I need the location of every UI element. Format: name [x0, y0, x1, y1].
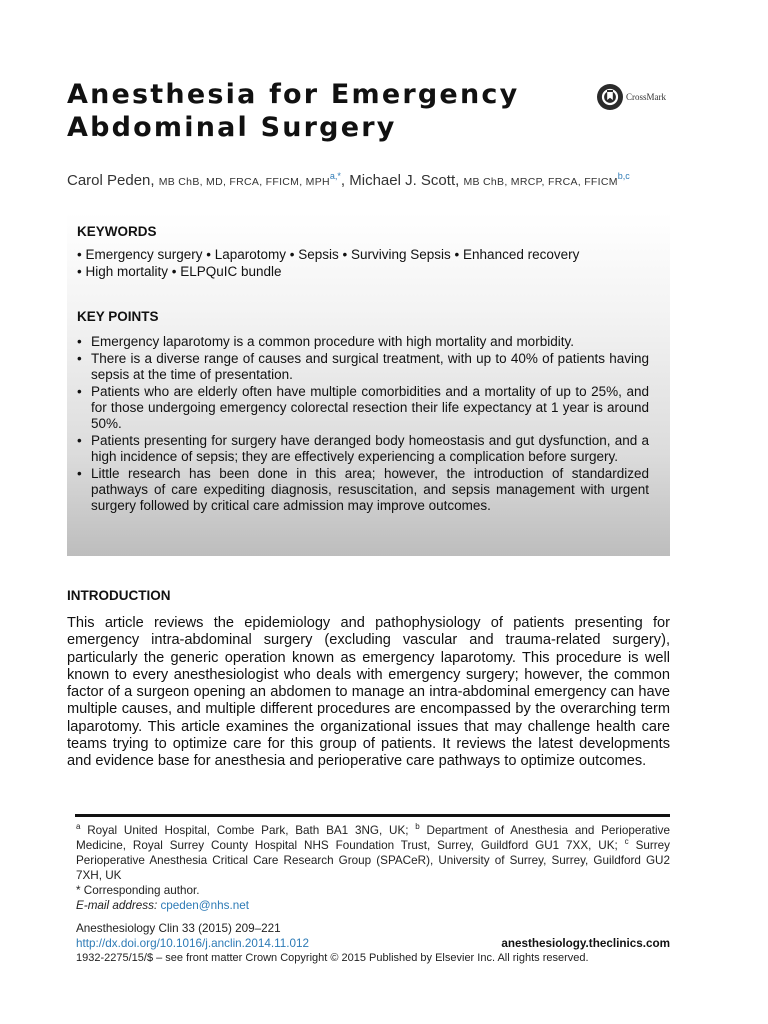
introduction-heading: INTRODUCTION [67, 588, 171, 603]
bullet-icon: • [77, 433, 82, 448]
email-line [76, 898, 670, 913]
key-point-item: • Emergency laparotomy is a common procedure with high mortality and morbidity. [77, 334, 574, 349]
keywords-line-1: • Emergency surgery • Laparotomy • Sepsis • Surviving Sepsis • Enhanced recovery [77, 247, 580, 262]
copyright-notice: 1932-2275/15/$ – see front matter Crown Copyright © 2015 Published by Elsevier Inc. All rights reserved. [76, 952, 589, 964]
author-1-name: Carol Peden, [67, 172, 155, 189]
journal-citation: Anesthesiology Clin 33 (2015) 209–221 [76, 922, 281, 935]
key-point-item: • Patients who are elderly often have multiple comorbidities and a mortality of up to 25%, and for those undergoing emergency colorectal resection their life expectancy at 1 year is around 50%. [77, 384, 649, 431]
key-points-heading: KEY POINTS [77, 309, 159, 324]
key-point-item: • Little research has been done in this area; however, the introduction of standardized pathways of care expediting diagnosis, resuscitation, and sepsis management with urgent surgery followed by critical care admission may improve outcomes. [77, 466, 649, 513]
journal-site-link[interactable]: anesthesiology.theclinics.com [501, 937, 670, 950]
corresponding-author-note: * Corresponding author. [76, 884, 200, 897]
article-title [67, 78, 547, 144]
doi-link[interactable]: http://dx.doi.org/10.1016/j.anclin.2014.11.012 [76, 937, 310, 950]
bullet-icon: • [77, 466, 82, 481]
citation-block [76, 921, 670, 966]
bullet-icon: • [77, 384, 82, 399]
email-link[interactable]: cpeden@nhs.net [160, 899, 249, 912]
affiliations-text: $^a$ Royal United Hospital, Combe Park, Bath BA1 3NG, UK; $^b$ Department of Anesthesia and Perioperative Medicine, Royal Surrey County Hospital NHS Foundation Trust, Surrey, Guildford GU1 7XX, UK; $^c$ Surrey Perioperative Anesthesia Critical Care Research Group (SPACeR), University of Surrey, Surrey, Guildford GU2 7XH, UK [76, 822, 670, 882]
key-point-item: • There is a diverse range of causes and surgical treatment, with up to 40% of patients having sepsis at the time of presentation. [77, 351, 649, 382]
author-2-degrees: MB ChB, MRCP, FRCA, FFICM [463, 176, 618, 188]
key-points-list [77, 334, 649, 515]
author-2-affiliation-link[interactable]: b,c [617, 171, 630, 181]
crossmark-icon [597, 84, 623, 110]
author-line [67, 172, 671, 189]
bullet-icon: • [77, 351, 82, 366]
author-1-affiliation-link[interactable]: a,* [329, 171, 341, 181]
author-1-degrees: MB ChB, MD, FRCA, FFICM, MPH [158, 176, 330, 188]
email-label: E-mail address: [76, 899, 158, 912]
author-2-name: , Michael J. Scott, [340, 172, 460, 189]
title-line-2: Abdominal Surgery [67, 112, 397, 143]
keywords-keypoints-box [67, 213, 670, 556]
title-line-1: Anesthesia for Emergency [67, 79, 520, 110]
key-point-item: • Patients presenting for surgery have deranged body homeostasis and gut dysfunction, and a high incidence of sepsis; they are effectively experiencing a complication before surgery. [77, 433, 649, 464]
keywords-heading: KEYWORDS [77, 224, 157, 239]
footnote-divider [75, 814, 670, 817]
doi-row [76, 936, 670, 951]
keywords-line-2: • High mortality • ELPQuIC bundle [77, 264, 282, 279]
crossmark-badge[interactable] [597, 84, 666, 110]
introduction-body: This article reviews the epidemiology and pathophysiology of patients presenting for emergency intra-abdominal surgery (excluding vascular and trauma-related surgery), particularly the generic operation known as emergency laparotomy. This procedure is well known to every anesthesiologist who deals with emergency surgery; however, the common factor of a surgeon opening an abdomen to manage an intra-abdominal emergency can have multiple causes, and multiple different procedures are encompassed by the overarching term laparotomy. This article examines the organizational issues that may challenge health care teams trying to optimize care for this group of patients. It reviews the latest developments and evidence base for anesthesia and perioperative care pathways to optimize outcomes. [67, 615, 670, 770]
affiliations-footnote [76, 823, 670, 913]
crossmark-label: CrossMark [626, 92, 666, 102]
bullet-icon: • [77, 334, 82, 349]
